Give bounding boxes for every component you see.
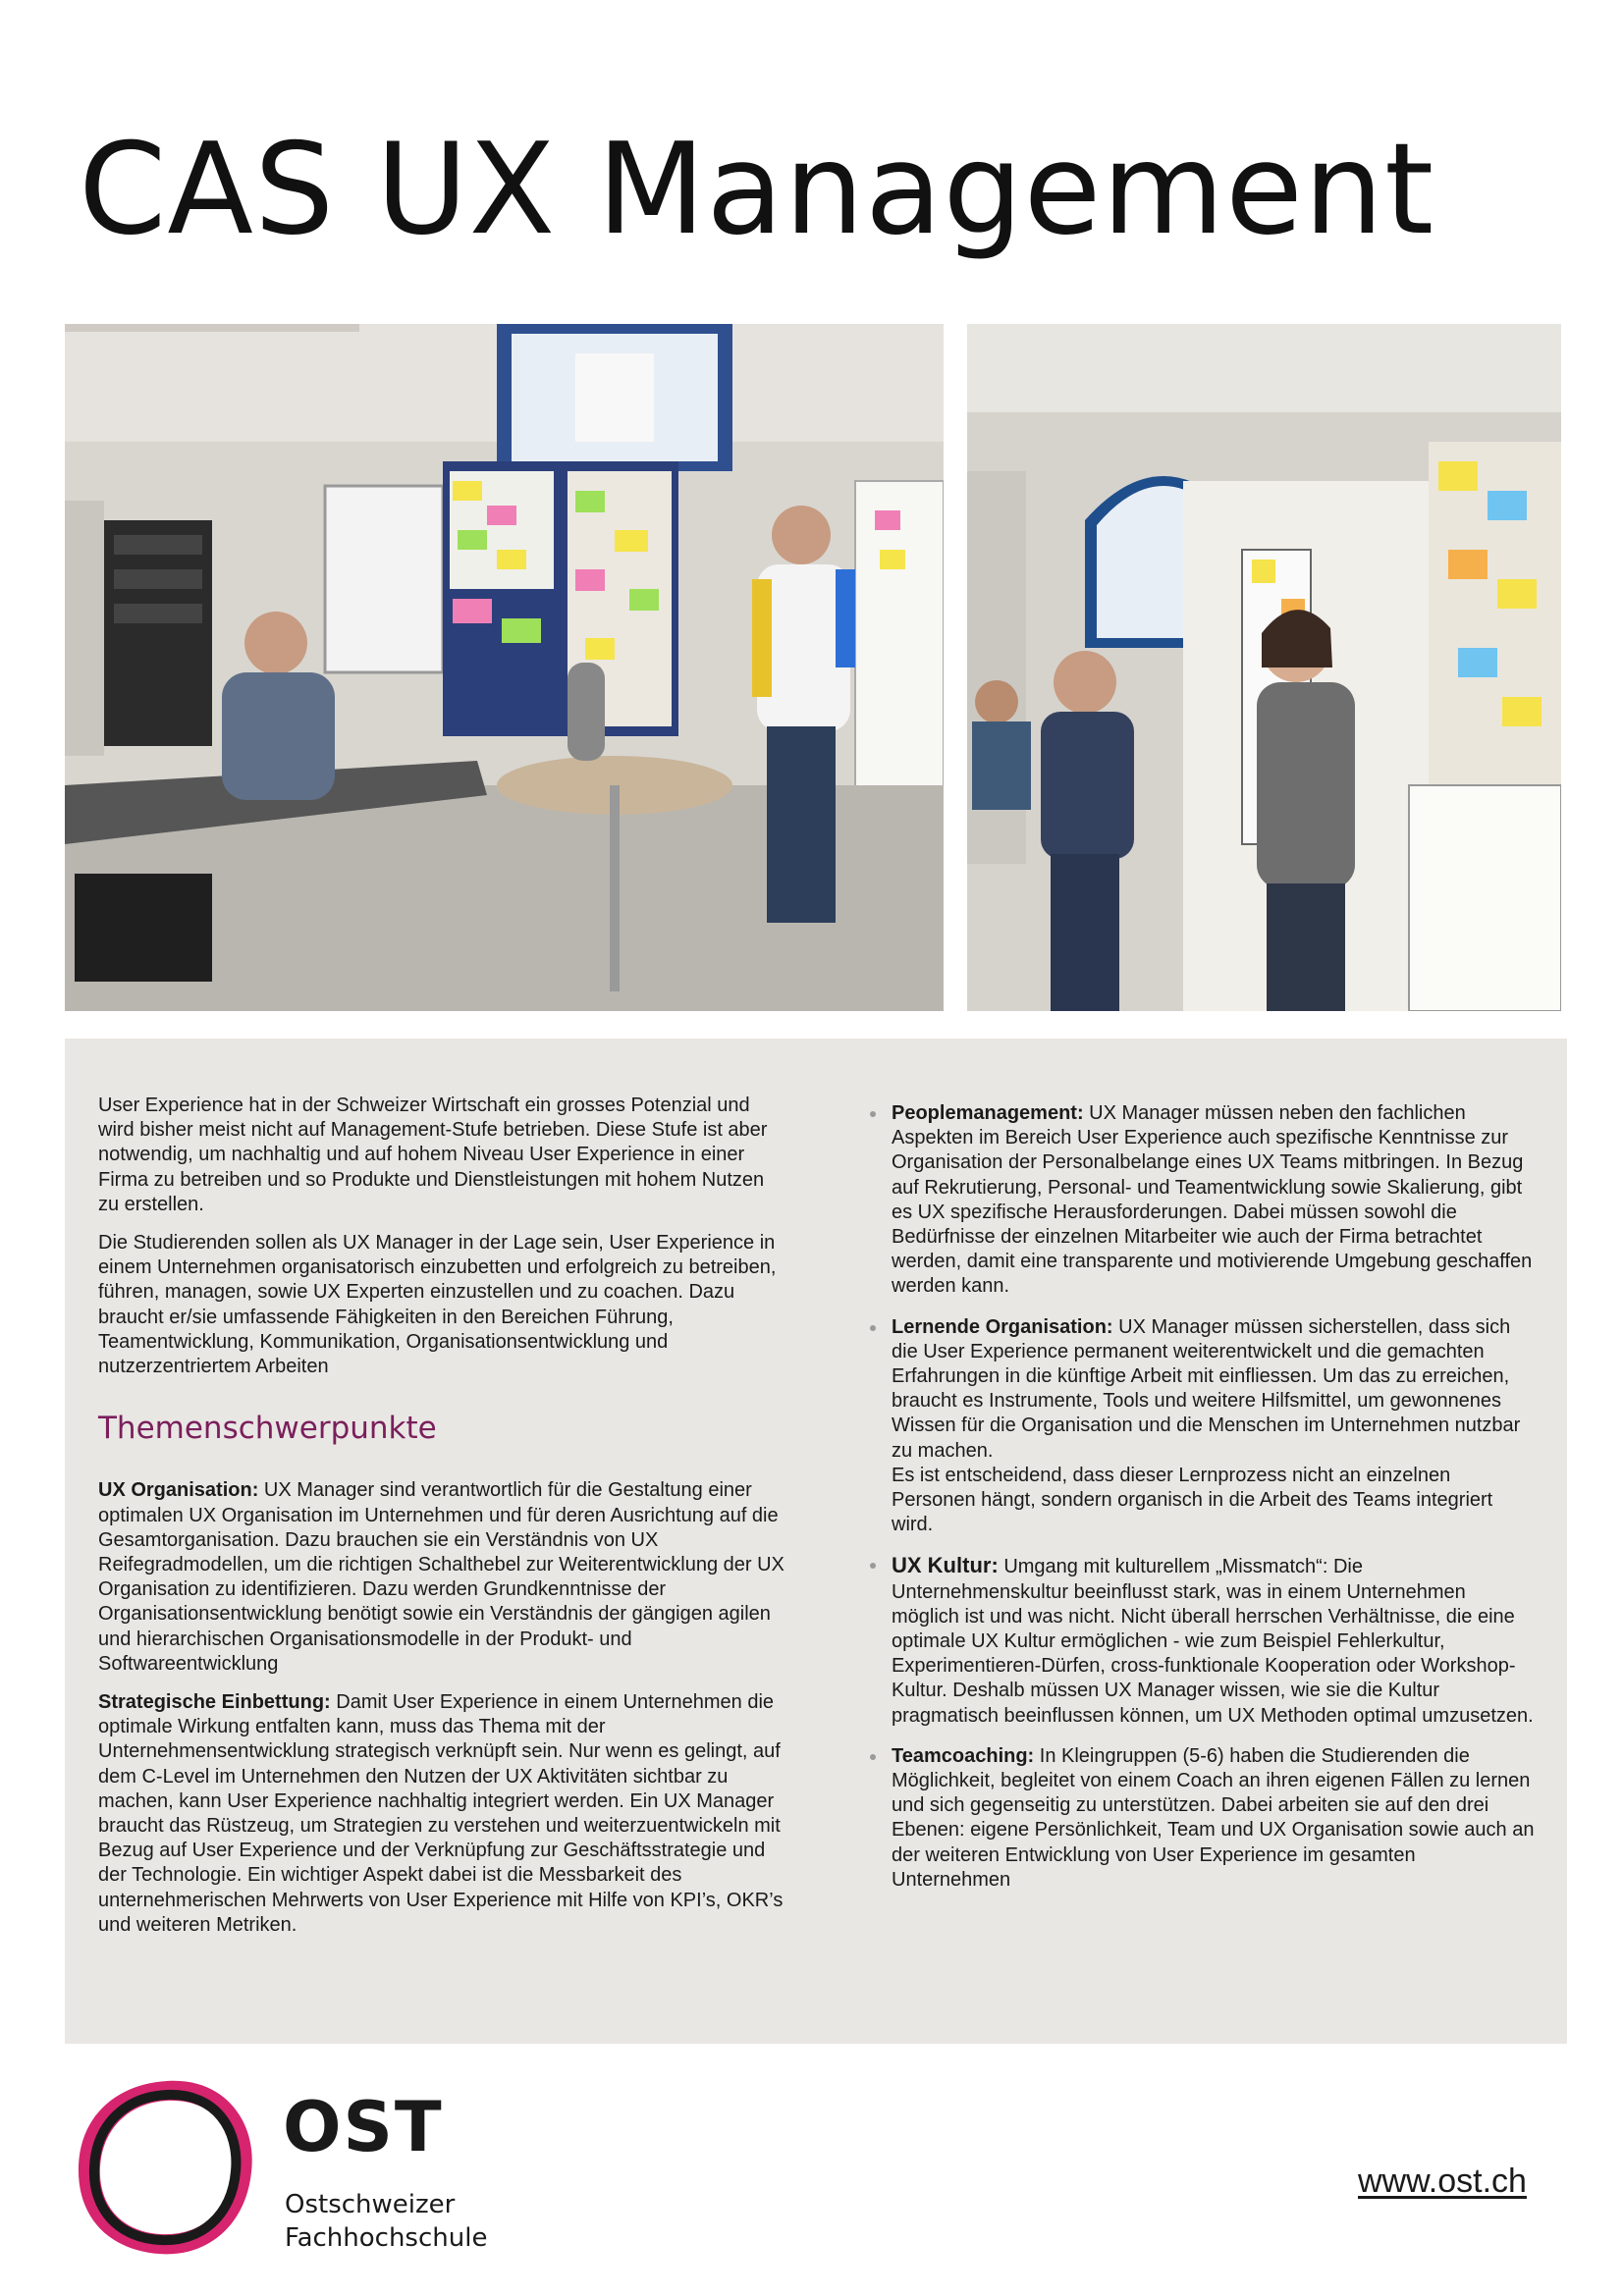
topic-text: In Kleingruppen (5-6) haben die Studierenden die Möglichkeit, begleitet von einem Coach an ihren eigenen Fällen zu lernen und sich gegenseitig zu unterstützen. Dabei arbeiten sie auf den drei Ebenen: eigene Persönlichkeit, Team und UX Organisation sowie auch an der weiteren Entwicklung von User Experience im gesamten Unternehmen <box>892 1744 1535 1891</box>
bullet-icon <box>870 1111 876 1117</box>
logo-name: OST <box>283 2087 444 2167</box>
topic-text: UX Manager sind verantwortlich für die Gestaltung einer optimalen UX Organisation im Unternehmen und für deren Ausrichtung auf die Gesamtorganisation. Dazu brauchen sie ein Verständnis von UX Reifegradmodellen, um die richtigen Schalthebel zur Weiterentwicklung der UX Organisation zu identifizieren. Dazu werden Grundkenntnisse der Organisationsentwicklung benötigt sowie ein Verständnis der gängigen agilen und hierarchischen Organisationsmodelle in der Produkt- und Softwareentwicklung <box>98 1479 784 1675</box>
topic-label: Lernende Organisation: <box>892 1315 1113 1338</box>
topic-list <box>870 1101 1538 1893</box>
intro-paragraph-1: User Experience hat in der Schweizer Wirtschaft ein grosses Potenzial und wird bisher meist nicht auf Management-Stufe betrieben. Diese Stufe ist aber notwendig, um nachhaltig und auf hohem Niveau User Experience in einer Firma zu betreiben und so Produkte und Dienstleistungen mit hohem Nutzen zu erstellen. <box>98 1095 768 1215</box>
topic-lernende-organisation <box>870 1315 1538 1538</box>
topic-teamcoaching <box>870 1744 1538 1893</box>
topic-text: Umgang mit kulturellem „Missmatch“: Die Unternehmenskultur beeinflusst stark, was in einem Unternehmen möglich ist und was nicht. Nicht überall herrschen Verhältnisse, die eine optimale UX Kultur ermöglichen - wie zum Beispiel Fehlerkultur, Experimentieren-Dürfen, cross-funktionale Kooperation oder Workshop-Kultur. Deshalb müssen UX Manager wissen, wie sie die Kultur pragmatisch beeinflussen können, um UX Methoden optimal umzusetzen. <box>892 1556 1534 1727</box>
right-column <box>870 1101 1538 1908</box>
topic-label: Peoplemanagement: <box>892 1102 1084 1124</box>
workshop-photo-right <box>967 324 1561 1011</box>
content-panel <box>65 1039 1567 2044</box>
topic-label: Teamcoaching: <box>892 1744 1035 1767</box>
topic-label: UX Organisation: <box>98 1479 259 1502</box>
bullet-icon <box>870 1563 876 1569</box>
topic-text-continued: Es ist entscheidend, dass dieser Lernprozess nicht an einzelnen Personen hängt, sondern organisch in die Arbeit des Teams integriert wird. <box>892 1464 1493 1536</box>
topic-label: Strategische Einbettung: <box>98 1691 331 1714</box>
ost-logo <box>69 2069 511 2266</box>
topic-label: UX Kultur: <box>892 1553 999 1578</box>
website-link[interactable]: www.ost.ch <box>1358 2163 1527 2200</box>
bullet-icon <box>870 1754 876 1760</box>
topic-ux-organisation <box>98 1478 785 1677</box>
topic-peoplemanagement <box>870 1101 1538 1300</box>
page-title: CAS UX Management <box>79 117 1435 263</box>
bullet-icon <box>870 1325 876 1331</box>
topic-text: UX Manager müssen sicherstellen, dass sich die User Experience permanent weiterentwickelt und die gemachten Erfahrungen in die künftige Arbeit mit einfliessen. Um das zu erreichen, braucht es Instrumente, Tools und weitere Hilfsmittel, um gewonnenes Wissen für die Organisation und die Menschen im Unternehmen nutzbar zu machen. <box>892 1315 1521 1462</box>
intro-paragraph-2: Die Studierenden sollen als UX Manager in der Lage sein, User Experience in einem Unternehmen organisatorisch einzubetten und erfolgreich zu betreiben, führen, managen, sowie UX Experten einzustellen und zu coachen. Dazu braucht er/sie umfassende Fähigkeiten in den Bereichen Führung, Teamentwicklung, Kommunikation, Organisationsentwicklung und nutzerzentriertem Arbeiten <box>98 1232 777 1378</box>
section-heading: Themenschwerpunkte <box>98 1411 437 1447</box>
logo-line-2: Fachhochschule <box>285 2223 488 2253</box>
topic-text: UX Manager müssen neben den fachlichen Aspekten im Bereich User Experience auch spezifische Kenntnisse zur Organisation der Personalbelange eines UX Teams mitbringen. In Bezug auf Rekrutierung, Personal- und Teamentwicklung sowie Skalierung, gibt es UX spezifische Herausforderungen. Dabei müssen sowohl die Bedürfnisse der einzelnen Mitarbeiter wie auch der Firma betrachtet werden, damit eine transparente und motivierende Umgebung geschaffen werden kann. <box>892 1102 1533 1298</box>
left-column <box>98 1094 785 1951</box>
topic-ux-kultur <box>870 1553 1538 1728</box>
topic-text: Damit User Experience in einem Unternehmen die optimale Wirkung entfalten kann, muss das Thema mit der Unternehmensentwicklung strategisch verknüpft sein. Nur wenn es gelingt, auf dem C-Level im Unternehmen den Nutzen der UX Aktivitäten sichtbar zu machen, kann User Experience nachhaltig integriert werden. Ein UX Manager braucht das Rüstzeug, um Strategien zu verstehen und weiterzuentwickeln mit Bezug auf User Experience und der Verknüpfung zur Geschäftsstrategie und der Technologie. Ein wichtiger Aspekt dabei ist die Messbarkeit des unternehmerischen Mehrwerts von User Experience mit Hilfe von KPI’s, OKR’s und weiteren Metriken. <box>98 1691 784 1936</box>
logo-line-1: Ostschweizer <box>285 2190 456 2219</box>
ost-logo-mark-icon <box>69 2069 265 2266</box>
topic-strategische-einbettung <box>98 1690 785 1938</box>
workshop-photo-left <box>65 324 944 1011</box>
